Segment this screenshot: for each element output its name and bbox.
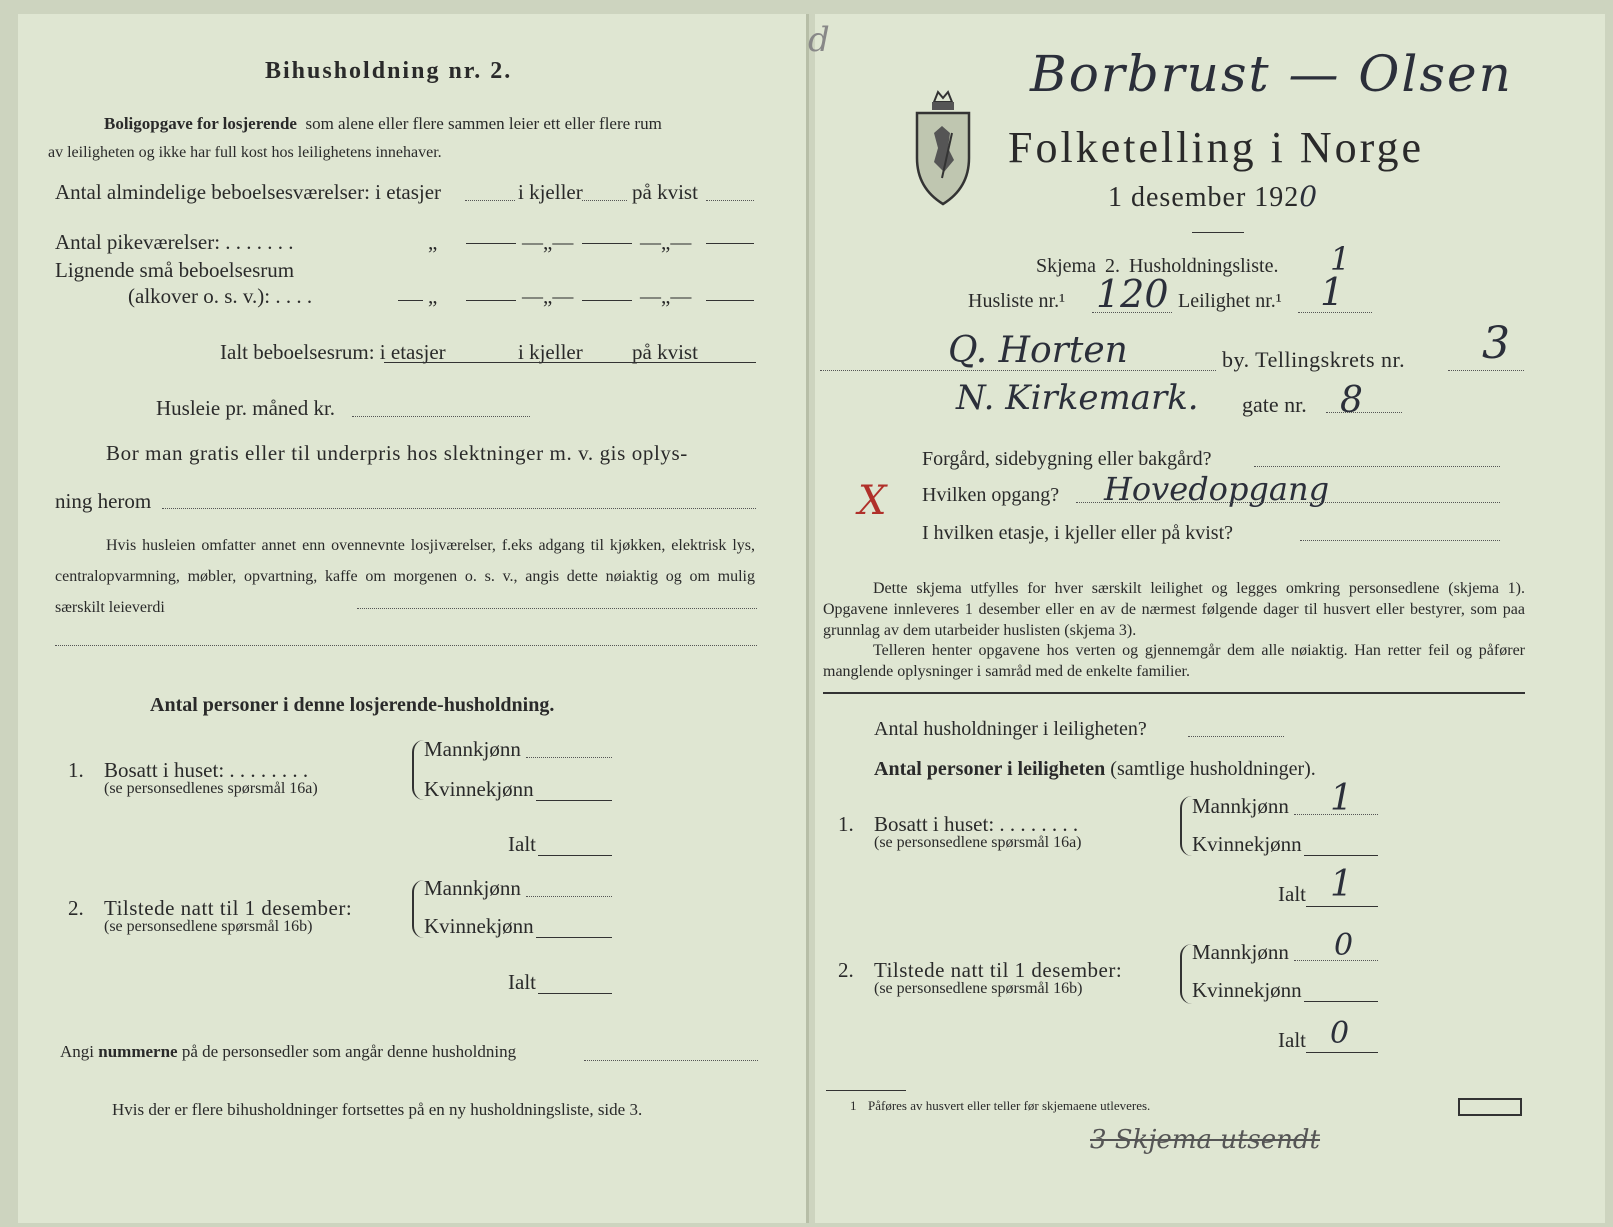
gate-field[interactable] xyxy=(1326,412,1402,413)
pike-field-2[interactable] xyxy=(582,243,632,244)
gratis-line1: Bor man gratis eller til underpris hos slektninger m. v. gis oplys- xyxy=(106,441,688,465)
left-q1-label: Bosatt i huset: . . . . . . . . xyxy=(104,758,309,782)
left-q2-mann: Mannkjønn xyxy=(424,876,521,900)
instr-para1: Dette skjema utfylles for hver særskilt leilighet og legges omkring personsedlene (skjema 1). Opgavene innleveres 1 desember eller en av de nærmest følgende dager til husvert eller bestyrer, som paa grunnlag av dem utarbeider huslisten (skjema 3). xyxy=(823,580,1525,639)
hvis-paragraph: Hvis husleien omfatter annet enn ovennevnte losjiværelser, f.eks adgang til kjøkken, elektrisk lys, centralopvarmning, møbler, opvartning, kaffe om morgenen o. s. v., angis dette nøiaktig og om mulig særskilt leieverdi xyxy=(55,537,755,616)
left-q1-mann: Mannkjønn xyxy=(424,737,521,761)
footnote-num: 1 xyxy=(850,1098,857,1113)
alkover-field-3[interactable] xyxy=(706,300,754,301)
left-title: Bihusholdning nr. 2. xyxy=(265,58,513,84)
etasje-label: I hvilken etasje, i kjeller eller på kvist? xyxy=(922,522,1233,544)
rooms-label: Antal almindelige beboelsesværelser: i etasjer xyxy=(55,180,442,204)
pike-ditto-1: „ xyxy=(428,230,438,254)
alkover-field-1[interactable] xyxy=(466,300,516,301)
pike-label: Antal pikeværelser: . . . . . . . xyxy=(55,230,294,254)
instr-para2: Telleren henter opgavene hos verten og gjennemgår dem alle nøiaktig. Han retter feil og påfører manglende oplysninger i samråd med de enkelte familier. xyxy=(823,642,1525,680)
left-q1-sub: (se personsedlenes spørsmål 16a) xyxy=(104,780,318,797)
left-persons-heading: Antal personer i denne losjerende-husholdning. xyxy=(150,694,555,716)
leilighet-label: Leilighet nr.¹ xyxy=(1178,290,1282,312)
alkover-label: (alkover o. s. v.): . . . . xyxy=(128,284,313,308)
right-q1-mann-value[interactable]: 1 xyxy=(1330,778,1353,819)
right-q2-kvinne-field[interactable] xyxy=(1304,1001,1378,1002)
handwritten-name: Borbrust — Olsen xyxy=(1030,45,1513,103)
date-hand: 0 xyxy=(1299,180,1319,213)
husleie-label: Husleie pr. måned kr. xyxy=(156,396,336,420)
krets-value[interactable]: 3 xyxy=(1482,318,1510,369)
leieverdi-field[interactable] xyxy=(357,608,757,609)
right-q2-mann-value[interactable]: 0 xyxy=(1334,928,1354,963)
angi-bold: nummerne xyxy=(98,1042,178,1061)
persons-heading-rest: (samtlige husholdninger). xyxy=(1110,758,1316,780)
left-q2-ialt-field[interactable] xyxy=(538,993,612,994)
right-q2-num: 2. xyxy=(838,958,854,982)
angi-field[interactable] xyxy=(584,1060,758,1061)
left-q2-mann-field[interactable] xyxy=(526,896,612,897)
pike-field-3[interactable] xyxy=(706,243,754,244)
husliste-label: Husliste nr.¹ xyxy=(968,290,1066,312)
right-q2-ialt-field[interactable] xyxy=(1306,1052,1378,1053)
pike-ditto-3: —„— xyxy=(640,230,692,254)
skjema-hand: 1 xyxy=(1330,240,1351,278)
forgard-label: Forgård, sidebygning eller bakgård? xyxy=(922,448,1212,470)
krets-field[interactable] xyxy=(1448,370,1524,371)
opgang-label: Hvilken opgang? xyxy=(922,484,1060,506)
ialt-rooms-underline[interactable] xyxy=(384,362,756,363)
handwritten-corner: d xyxy=(808,20,830,60)
intro-rest: som alene eller flere sammen leier ett eller flere rum xyxy=(305,114,662,133)
ialt-kjeller-label: i kjeller xyxy=(518,340,583,364)
opgang-field[interactable] xyxy=(1076,502,1500,503)
right-q1-mann-field[interactable] xyxy=(1294,814,1378,815)
right-q1-kvinne: Kvinnekjønn xyxy=(1192,832,1302,856)
alkover-ditto-2: —„— xyxy=(522,284,574,308)
pike-field-1[interactable] xyxy=(466,243,516,244)
gate-hand[interactable]: N. Kirkemark. xyxy=(956,378,1199,418)
antal-hush-field[interactable] xyxy=(1188,736,1284,737)
right-q1-label: Bosatt i huset: . . . . . . . . xyxy=(874,812,1079,836)
ialt-kvist-label: på kvist xyxy=(632,340,698,364)
lignende-label: Lignende små beboelsesrum xyxy=(55,258,295,282)
alkover-field-0[interactable] xyxy=(398,300,423,301)
right-q2-kvinne: Kvinnekjønn xyxy=(1192,978,1302,1002)
rooms-etasjer-field[interactable] xyxy=(465,200,515,201)
right-q2-sub: (se personsedlene spørsmål 16b) xyxy=(874,980,1083,997)
leilighet-field[interactable] xyxy=(1298,312,1372,313)
coat-of-arms-icon xyxy=(912,88,974,208)
right-q2-label: Tilstede natt til 1 desember: xyxy=(874,958,1123,982)
rooms-kvist-label: på kvist xyxy=(632,180,698,204)
pike-ditto-2: —„— xyxy=(522,230,574,254)
rooms-kvist-field[interactable] xyxy=(706,200,754,201)
opgang-value[interactable]: Hovedopgang xyxy=(1104,470,1330,508)
page-fold xyxy=(806,14,809,1223)
husleie-field[interactable] xyxy=(352,416,530,417)
left-q1-kvinne-field[interactable] xyxy=(536,800,612,801)
right-q1-num: 1. xyxy=(838,812,854,836)
left-q2-brace xyxy=(412,880,424,938)
angi-line xyxy=(60,1042,516,1062)
instr-rule xyxy=(823,692,1525,694)
x-mark: X xyxy=(858,478,887,524)
skjema-line: Skjema 2. Husholdningsliste. xyxy=(1036,255,1279,277)
left-q1-ialt-field[interactable] xyxy=(538,855,612,856)
ialt-rooms-label: Ialt beboelsesrum: i etasjer xyxy=(220,340,446,364)
gate-value[interactable]: 8 xyxy=(1340,380,1363,421)
angi-pre: Angi xyxy=(60,1042,94,1061)
left-intro-line2: av leiligheten og ikke har full kost hos leilighetens innehaver. xyxy=(48,144,442,161)
husliste-field[interactable] xyxy=(1092,312,1172,313)
rooms-kjeller-label: i kjeller xyxy=(518,180,583,204)
left-q2-kvinne-field[interactable] xyxy=(536,937,612,938)
gratis-field[interactable] xyxy=(162,508,756,509)
antal-hush-label: Antal husholdninger i leiligheten? xyxy=(874,718,1147,740)
left-q2-ialt: Ialt xyxy=(508,970,536,994)
right-q1-ialt-field[interactable] xyxy=(1306,906,1378,907)
right-q1-kvinne-field[interactable] xyxy=(1304,855,1378,856)
left-q1-ialt: Ialt xyxy=(508,832,536,856)
angi-post: på de personsedler som angår denne husholdning xyxy=(181,1042,517,1061)
right-date xyxy=(1108,180,1318,214)
left-q2-num: 2. xyxy=(68,896,84,920)
right-title: Folketelling i Norge xyxy=(1008,123,1425,172)
by-hand[interactable]: Q. Horten xyxy=(948,330,1128,371)
left-q1-mann-field[interactable] xyxy=(526,757,612,758)
forgard-field[interactable] xyxy=(1254,466,1500,467)
husliste-value[interactable]: 120 xyxy=(1096,272,1169,316)
left-q2-sub: (se personsedlene spørsmål 16b) xyxy=(104,918,313,935)
left-footer: Hvis der er flere bihusholdninger fortsettes på en ny husholdningsliste, side 3. xyxy=(112,1100,643,1119)
right-q1-ialt: Ialt xyxy=(1278,882,1306,906)
right-q1-mann: Mannkjønn xyxy=(1192,794,1289,818)
extra-field[interactable] xyxy=(55,645,757,646)
date-rule xyxy=(1192,232,1244,233)
left-q1-kvinne: Kvinnekjønn xyxy=(424,777,534,801)
leilighet-value[interactable]: 1 xyxy=(1320,270,1345,314)
gratis-line2: ning herom xyxy=(55,489,152,513)
left-intro xyxy=(104,114,662,134)
right-q1-brace xyxy=(1180,796,1192,856)
date-printed: 1 desember 192 xyxy=(1108,182,1300,213)
right-q1-sub: (se personsedlene spørsmål 16a) xyxy=(874,834,1082,851)
gate-label: gate nr. xyxy=(1242,392,1307,417)
right-q1-ialt-value[interactable]: 1 xyxy=(1330,864,1353,905)
right-persons-heading xyxy=(874,758,1316,781)
by-field[interactable] xyxy=(820,370,1216,371)
footnote-text: Påføres av husvert eller teller før skjemaene utleveres. xyxy=(868,1098,1151,1113)
intro-bold: Boligopgave for losjerende xyxy=(104,114,297,133)
etasje-field[interactable] xyxy=(1300,540,1500,541)
by-label: by. Tellingskrets nr. xyxy=(1222,347,1406,372)
alkover-ditto-1: „ xyxy=(428,284,438,308)
right-q2-ialt-value[interactable]: 0 xyxy=(1330,1016,1350,1051)
left-q1-num: 1. xyxy=(68,758,84,782)
left-q2-label: Tilstede natt til 1 desember: xyxy=(104,896,353,920)
rooms-kjeller-field[interactable] xyxy=(582,200,627,201)
right-q2-ialt: Ialt xyxy=(1278,1028,1306,1052)
right-q2-mann: Mannkjønn xyxy=(1192,940,1289,964)
printer-stamp xyxy=(1458,1098,1522,1116)
footnote-rule xyxy=(826,1090,906,1091)
right-q2-mann-field[interactable] xyxy=(1294,960,1378,961)
left-q1-brace xyxy=(412,740,424,800)
persons-heading-bold: Antal personer i leiligheten xyxy=(874,758,1106,780)
alkover-field-2[interactable] xyxy=(582,300,632,301)
left-q2-kvinne: Kvinnekjønn xyxy=(424,914,534,938)
right-q2-brace xyxy=(1180,944,1192,1004)
alkover-ditto-3: —„— xyxy=(640,284,692,308)
struck-handwriting: 3 Skjema utsendt xyxy=(1090,1125,1321,1155)
